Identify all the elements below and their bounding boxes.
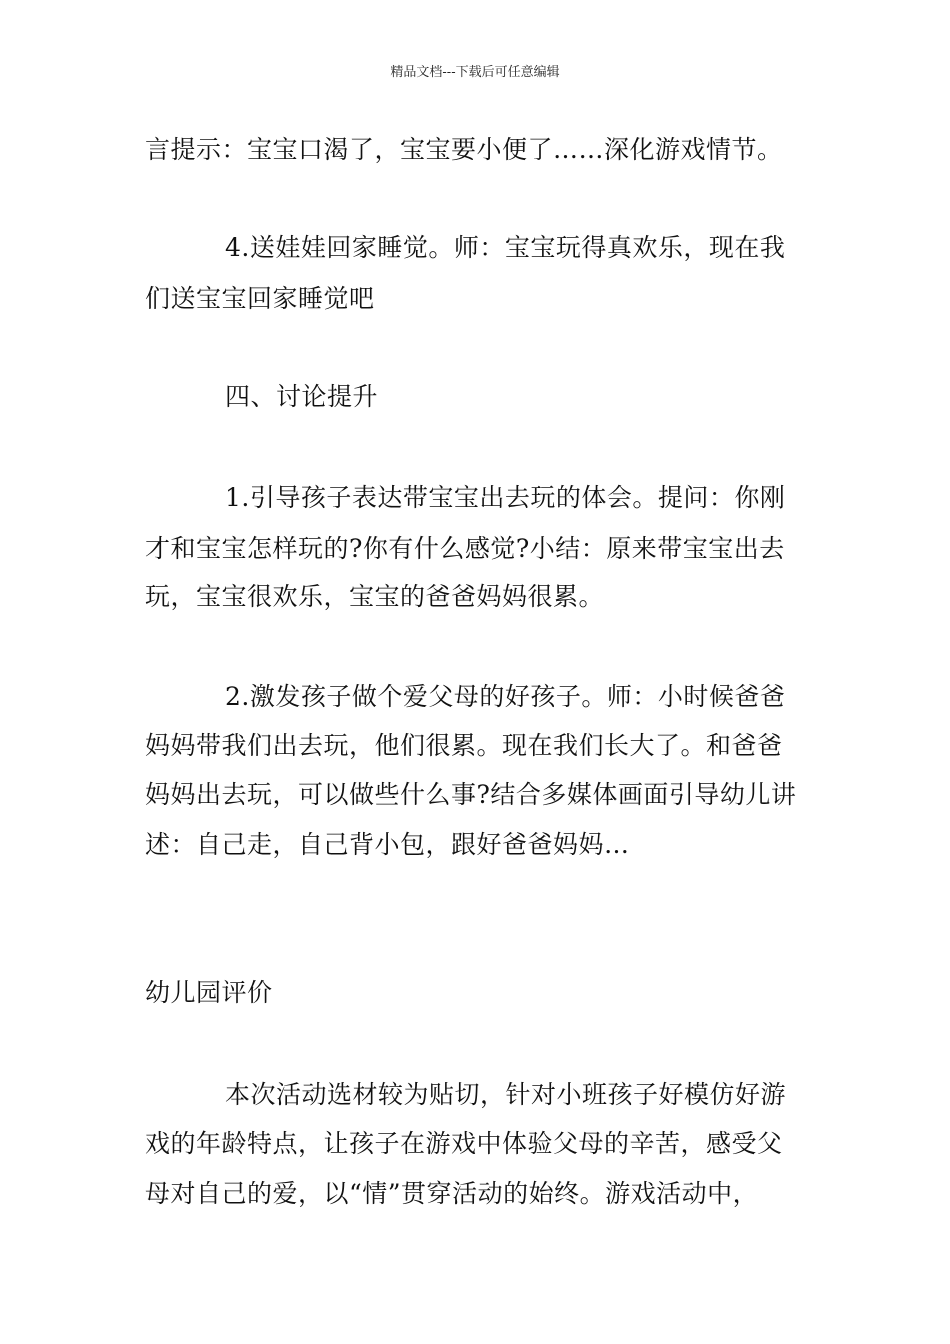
text-line: 妈妈带我们出去玩，他们很累。现在我们长大了。和爸爸 (145, 731, 783, 760)
text-line: 们送宝宝回家睡觉吧 (145, 284, 375, 313)
text-line: 言提示：宝宝口渴了，宝宝要小便了……深化游戏情节。 (145, 135, 783, 164)
list-item-4-line: 4.送娃娃回家睡觉。师：宝宝玩得真欢乐，现在我 (225, 233, 786, 262)
text-line: 述：自己走，自己背小包，跟好爸爸妈妈… (145, 830, 630, 859)
section-heading-evaluation: 幼儿园评价 (145, 978, 273, 1007)
text-line: 母对自己的爱，以“情”贯穿活动的始终。游戏活动中， (145, 1179, 759, 1208)
list-item-2-line: 2.激发孩子做个爱父母的好孩子。师：小时候爸爸 (225, 682, 786, 711)
section-heading-discussion: 四、讨论提升 (225, 382, 379, 411)
text-line: 才和宝宝怎样玩的?你有什么感觉?小结：原来带宝宝出去 (145, 534, 785, 563)
list-item-1-line: 1.引导孩子表达带宝宝出去玩的体会。提问：你刚 (225, 483, 786, 512)
text-line: 玩，宝宝很欢乐，宝宝的爸爸妈妈很累。 (145, 582, 605, 611)
paragraph-first-line: 本次活动选材较为贴切，针对小班孩子好模仿好游 (225, 1080, 787, 1109)
page-header: 精品文档---下载后可任意编辑 (390, 65, 560, 80)
text-line: 妈妈出去玩，可以做些什么事?结合多媒体画面引导幼儿讲 (145, 780, 797, 809)
text-line: 戏的年龄特点，让孩子在游戏中体验父母的辛苦，感受父 (145, 1129, 783, 1158)
